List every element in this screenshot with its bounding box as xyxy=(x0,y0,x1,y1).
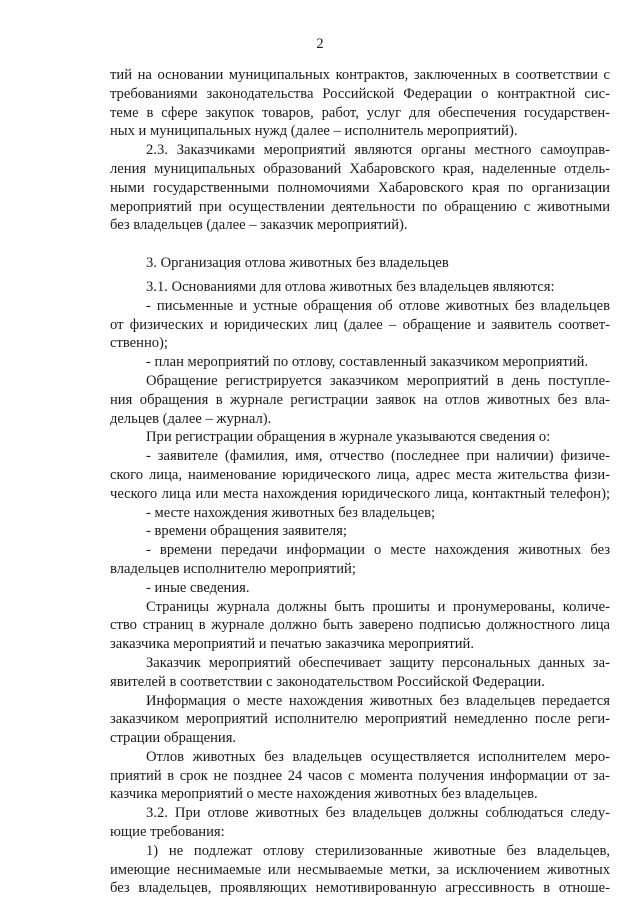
text-line: приятий в срок не позднее 24 часов с момента получения информации от за- xyxy=(110,767,610,784)
paragraph-start: Отлов животных без владельцев осуществляется исполнителем меро- xyxy=(146,748,610,765)
text-line: заказчика мероприятий и печатью заказчика мероприятий. xyxy=(110,636,474,653)
text-line: ных и муниципальных нужд (далее – исполнитель мероприятий). xyxy=(110,123,518,140)
list-item: - времени обращения заявителя; xyxy=(146,523,347,540)
text-line: ния обращения в журнале регистрации заявок на отлов животных без вла- xyxy=(110,391,610,408)
list-item: - заявителе (фамилия, имя, отчество (последнее при наличии) физиче- xyxy=(146,448,610,465)
text-line: без владельцев, проявляющих немотивированную агрессивность в отноше- xyxy=(110,880,610,897)
list-item: - времени передачи информации о месте нахождения животных без xyxy=(146,542,610,559)
text-line: от физических и юридических лиц (далее – обращение и заявитель соответ- xyxy=(110,316,610,333)
text-line: казчика мероприятий о месте нахождения животных без владельцев. xyxy=(110,786,538,803)
paragraph-3-2-start: 3.2. При отлове животных без владельцев должны соблюдаться следу- xyxy=(146,805,610,822)
text-line: теме в сфере закупок товаров, работ, услуг для обеспечения государствен- xyxy=(110,104,610,121)
text-line: ство страниц в журнале должно быть заверено подписью должностного лица xyxy=(110,617,610,634)
text-line: тий на основании муниципальных контрактов, заключенных в соответствии с xyxy=(110,67,610,83)
paragraph-2-3-start: 2.3. Заказчиками мероприятий являются органы местного самоуправ- xyxy=(146,142,610,159)
paragraph-start: Информация о месте нахождения животных без владельцев передается xyxy=(146,692,610,709)
paragraph-3-1-start: 3.1. Основаниями для отлова животных без владельцев являются: xyxy=(146,278,555,295)
text-line: заказчиком мероприятий исполнителю мероприятий немедленно после реги- xyxy=(110,711,610,728)
text-line: требованиями законодательства Российской Федерации о контрактной сис- xyxy=(110,85,610,102)
text-line: ющие требования: xyxy=(110,824,225,841)
text-line: без владельцев (далее – заказчик мероприятий). xyxy=(110,217,408,234)
text-line: мероприятий при осуществлении деятельности по обращению с животными xyxy=(110,198,610,215)
document-body xyxy=(110,66,610,898)
text-line: имеющие неснимаемые или несмываемые метки, за исключением животных xyxy=(110,861,610,878)
paragraph-start: Обращение регистрируется заказчиком мероприятий в день поступле- xyxy=(146,372,610,389)
text-line: владельцев исполнителю мероприятий; xyxy=(110,560,356,577)
list-item: - письменные и устные обращения об отлове животных без владельцев xyxy=(146,297,610,314)
list-item: - иные сведения. xyxy=(146,579,250,596)
paragraph-start: Заказчик мероприятий обеспечивает защиту персональных данных за- xyxy=(146,654,610,671)
section-3-heading: 3. Организация отлова животных без владельцев xyxy=(146,255,449,272)
list-item: - месте нахождения животных без владельцев; xyxy=(146,504,436,521)
paragraph-start: Страницы журнала должны быть прошиты и пронумерованы, количе- xyxy=(146,598,610,615)
text-line: явителей в соответствии с законодательством Российской Федерации. xyxy=(110,673,545,690)
list-item: - план мероприятий по отлову, составленный заказчиком мероприятий. xyxy=(146,354,589,371)
text-line: ления муниципальных образований Хабаровского края, наделенные отдель- xyxy=(110,160,610,177)
paragraph-start: При регистрации обращения в журнале указываются сведения о: xyxy=(146,429,551,446)
page-number: 2 xyxy=(316,36,324,52)
text-line: ского лица, наименование юридического лица, адрес места жительства физи- xyxy=(110,466,610,483)
text-line: ными государственными полномочиями Хабаровского края по организации xyxy=(110,179,610,196)
text-line: ческого лица или места нахождения юридического лица, контактный телефон); xyxy=(110,485,610,502)
text-line: дельцев (далее – журнал). xyxy=(110,410,272,427)
list-item: 1) не подлежат отлову стерилизованные животные без владельцев, xyxy=(146,842,610,859)
text-line: ственно); xyxy=(110,335,168,352)
text-line: страции обращения. xyxy=(110,730,237,747)
